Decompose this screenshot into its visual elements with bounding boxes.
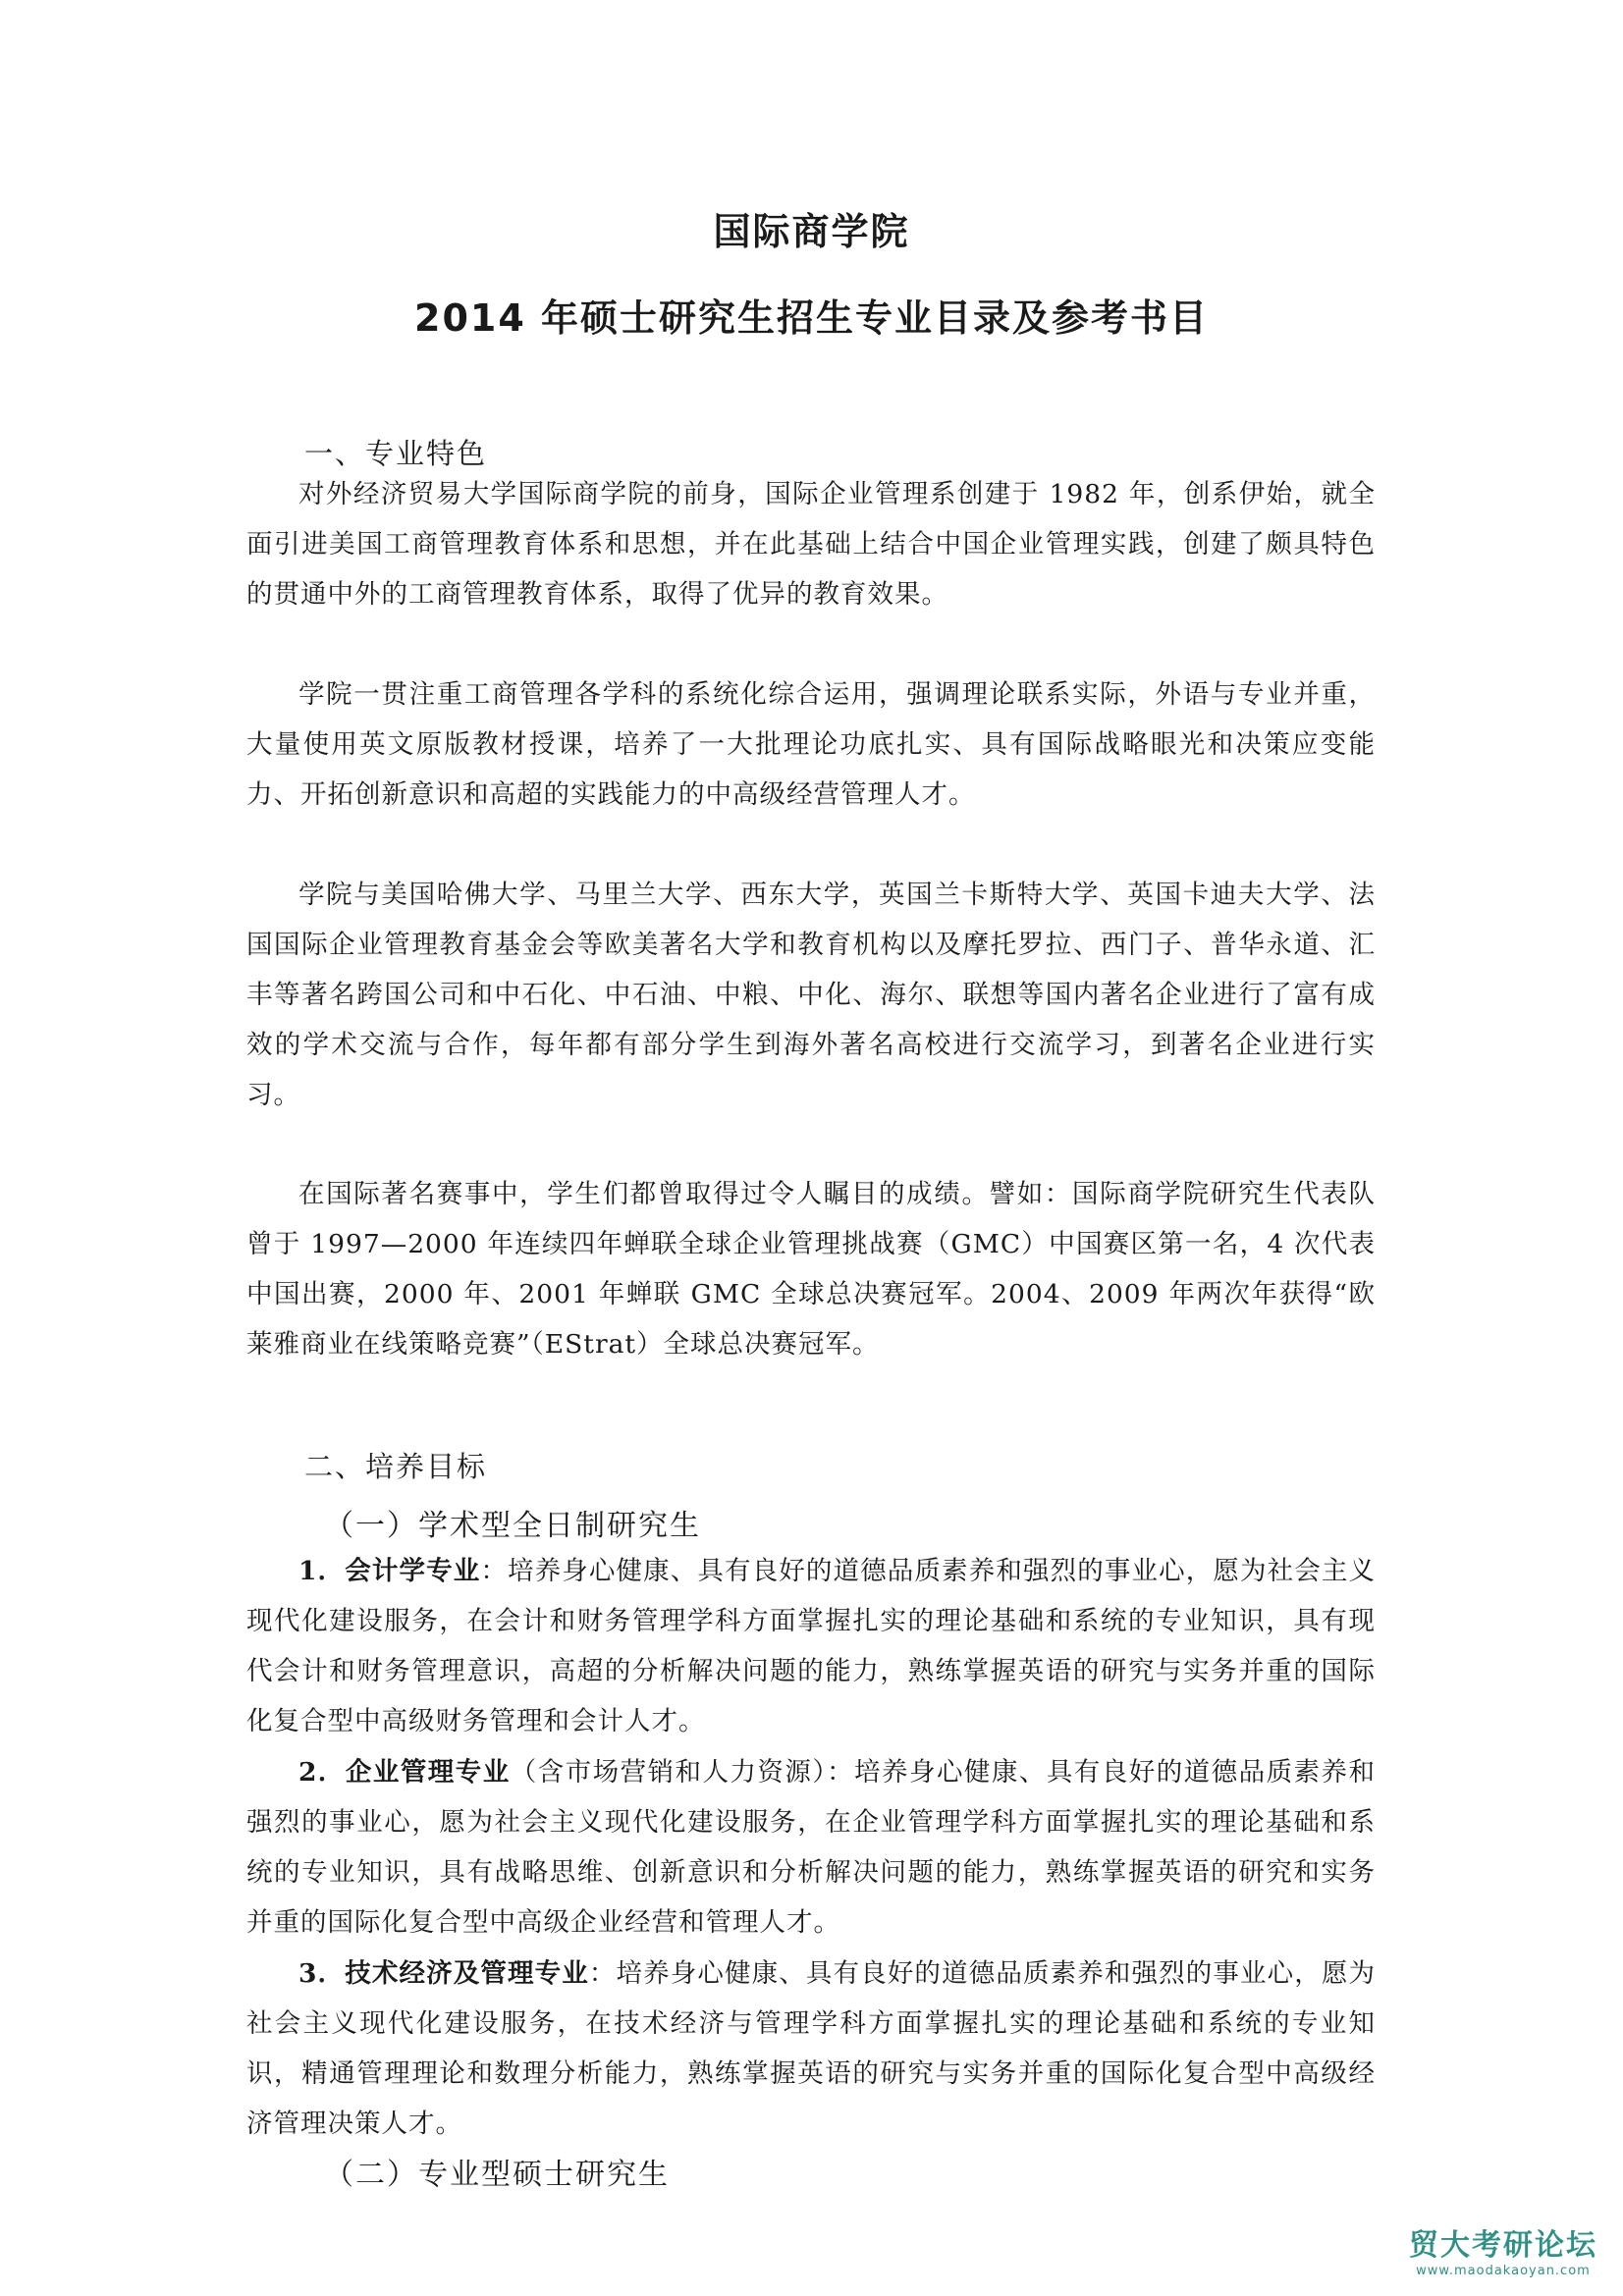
paragraph-teaching: 学院一贯注重工商管理各学科的系统化综合运用，强调理论联系实际，外语与专业并重，大量使用英文原版教材授课，培养了一大批理论功底扎实、具有国际战略眼光和决策应变能力、开拓创新意识和高超的实践能力的中高级经营管理人才。	[246, 679, 1376, 810]
watermark-title: 贸大考研论坛	[1409, 2228, 1597, 2263]
paragraph-business-management	[246, 1747, 1376, 1948]
program-desc-accounting: ：培养身心健康、具有良好的道德品质素养和强烈的事业心，愿为社会主义现代化建设服务，在会计和财务管理学科方面掌握扎实的理论基础和系统的专业知识，具有现代会计和财务管理意识，高超的分析解决问题的能力，熟练掌握英语的研究与实务并重的国际化复合型中高级财务管理和会计人才。	[246, 1556, 1376, 1736]
program-name-business-management: 2．企业管理专业	[298, 1757, 511, 1788]
page-subtitle: 2014 年硕士研究生招生专业目录及参考书目	[414, 296, 1209, 340]
subsection-heading-academic: （一）学术型全日制研究生	[324, 1509, 701, 1543]
paragraph-history: 对外经济贸易大学国际商学院的前身，国际企业管理系创建于 1982 年，创系伊始，就全面引进美国工商管理教育体系和思想，并在此基础上结合中国企业管理实践，创建了颇具特色的贯通中外的工商管理教育体系，取得了优异的教育效果。	[246, 479, 1376, 610]
section-heading-goals: 二、培养目标	[304, 1450, 488, 1483]
program-name-tech-economics: 3．技术经济及管理专业	[298, 1958, 589, 1989]
page-title: 国际商学院	[713, 210, 910, 253]
program-desc-business-management: （含市场营销和人力资源）：培养身心健康、具有良好的道德品质素养和强烈的事业心，愿为社会主义现代化建设服务，在企业管理学科方面掌握扎实的理论基础和系统的专业知识，具有战略思维、创新意识和分析解决问题的能力，熟练掌握英语的研究和实务并重的国际化复合型中高级企业经营和管理人才。	[246, 1757, 1376, 1938]
program-name-accounting: 1．会计学专业	[298, 1556, 481, 1586]
subsection-heading-professional: （二）专业型硕士研究生	[324, 2158, 670, 2192]
paragraph-accounting	[246, 1546, 1376, 1746]
watermark-url: www.maodakaoyan.com	[1416, 2264, 1591, 2278]
paragraph-cooperation: 学院与美国哈佛大学、马里兰大学、西东大学，英国兰卡斯特大学、英国卡迪夫大学、法国国际企业管理教育基金会等欧美著名大学和教育机构以及摩托罗拉、西门子、普华永道、汇丰等著名跨国公司和中石化、中石油、中粮、中化、海尔、联想等国内著名企业进行了富有成效的学术交流与合作，每年都有部分学生到海外著名高校进行交流学习，到著名企业进行实习。	[246, 880, 1376, 1110]
paragraph-competitions: 在国际著名赛事中，学生们都曾取得过令人瞩目的成绩。譬如：国际商学院研究生代表队曾于 1997—2000 年连续四年蝉联全球企业管理挑战赛（GMC）中国赛区第一名，4 次代表中国出赛，2000 年、2001 年蝉联 GMC 全球总决赛冠军。2004、2009 年两次年获得“欧莱雅商业在线策略竞赛”（EStrat）全球总决赛冠军。	[246, 1179, 1376, 1360]
forum-watermark-logo	[1409, 2220, 1597, 2278]
section-heading-features: 一、专业特色	[304, 437, 488, 470]
paragraph-tech-economics	[246, 1949, 1376, 2149]
program-desc-tech-economics: ：培养身心健康、具有良好的道德品质素养和强烈的事业心，愿为社会主义现代化建设服务，在技术经济与管理学科方面掌握扎实的理论基础和系统的专业知识，精通管理理论和数理分析能力，熟练掌握英语的研究与实务并重的国际化复合型中高级经济管理决策人才。	[246, 1958, 1376, 2139]
